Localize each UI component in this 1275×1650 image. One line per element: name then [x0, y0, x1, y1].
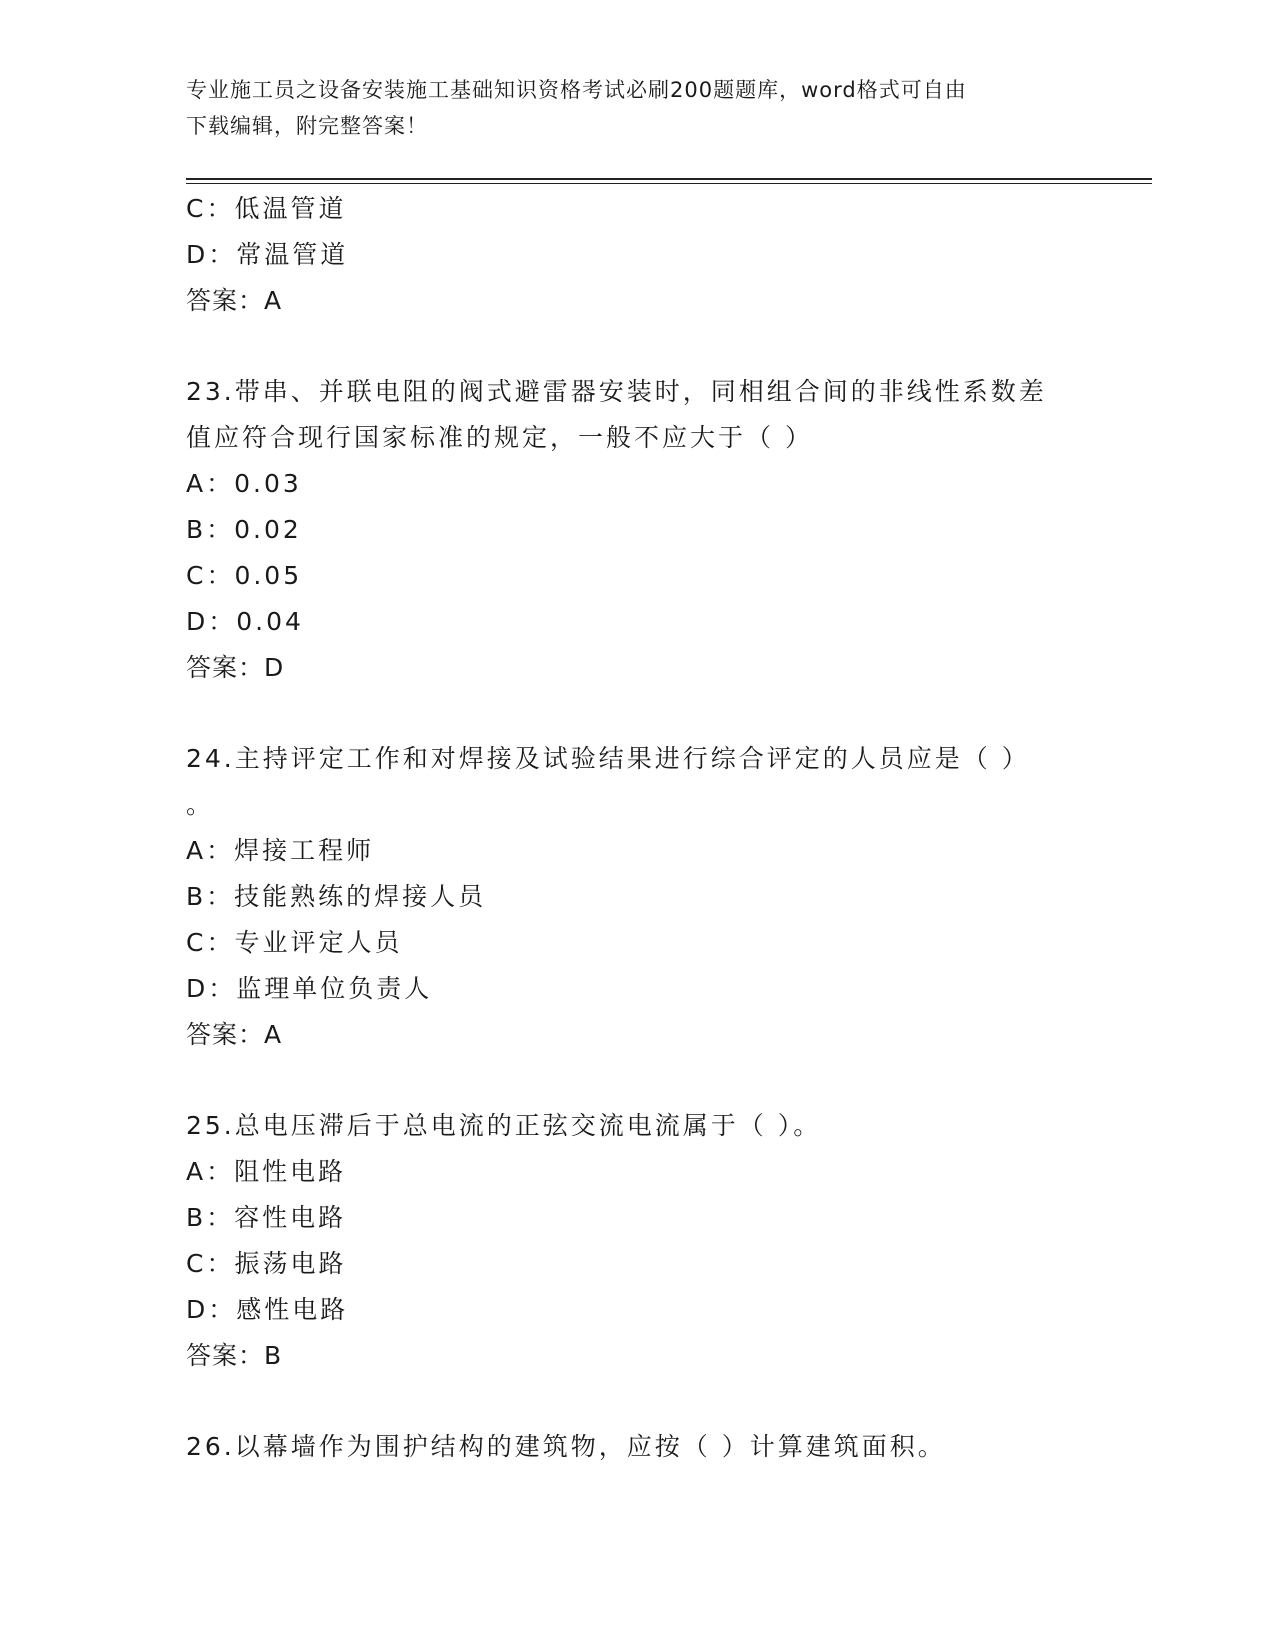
question-text-line: 23.带串、并联电阻的阀式避雷器安装时，同相组合间的非线性系数差 — [186, 377, 1047, 406]
document-header — [186, 72, 1066, 144]
answer-line: 答案：A — [186, 286, 283, 315]
answer-line: 答案：D — [186, 653, 285, 682]
answer-line: 答案：A — [186, 1020, 283, 1049]
option-b: B：技能熟练的焊接人员 — [186, 882, 487, 911]
previous-question-tail — [186, 186, 1086, 324]
answer-line: 答案：B — [186, 1341, 283, 1370]
option-a: A：0.03 — [186, 469, 302, 498]
option-d: D：监理单位负责人 — [186, 974, 433, 1003]
option-b: B：容性电路 — [186, 1203, 347, 1232]
option-c: C：专业评定人员 — [186, 928, 403, 957]
option-c: C：低温管道 — [186, 194, 347, 223]
header-title-line-2: 下载编辑，附完整答案！ — [186, 114, 428, 138]
option-c: C：0.05 — [186, 561, 303, 590]
header-divider-thin — [186, 183, 1152, 184]
header-title-line-1: 专业施工员之设备安装施工基础知识资格考试必刷200题题库，word格式可自由 — [186, 78, 967, 102]
question-26 — [186, 1424, 1086, 1470]
question-text-line: 26.以幕墙作为围护结构的建筑物，应按（ ）计算建筑面积。 — [186, 1432, 946, 1461]
question-text-line: 值应符合现行国家标准的规定，一般不应大于（ ） — [186, 423, 813, 452]
question-23 — [186, 369, 1086, 691]
option-d: D：感性电路 — [186, 1295, 349, 1324]
header-divider-thick — [186, 178, 1152, 180]
question-text-line: 25.总电压滞后于总电流的正弦交流电流属于（ ）。 — [186, 1111, 822, 1140]
option-c: C：振荡电路 — [186, 1249, 347, 1278]
option-a: A：焊接工程师 — [186, 836, 375, 865]
option-d: D：常温管道 — [186, 240, 349, 269]
option-b: B：0.02 — [186, 515, 302, 544]
option-d: D：0.04 — [186, 607, 304, 636]
question-24 — [186, 736, 1086, 1058]
question-list — [186, 186, 1086, 1470]
question-text-line: 。 — [186, 790, 215, 819]
question-text-line: 24.主持评定工作和对焊接及试验结果进行综合评定的人员应是（ ） — [186, 744, 1030, 773]
option-a: A：阻性电路 — [186, 1157, 347, 1186]
question-25 — [186, 1103, 1086, 1379]
